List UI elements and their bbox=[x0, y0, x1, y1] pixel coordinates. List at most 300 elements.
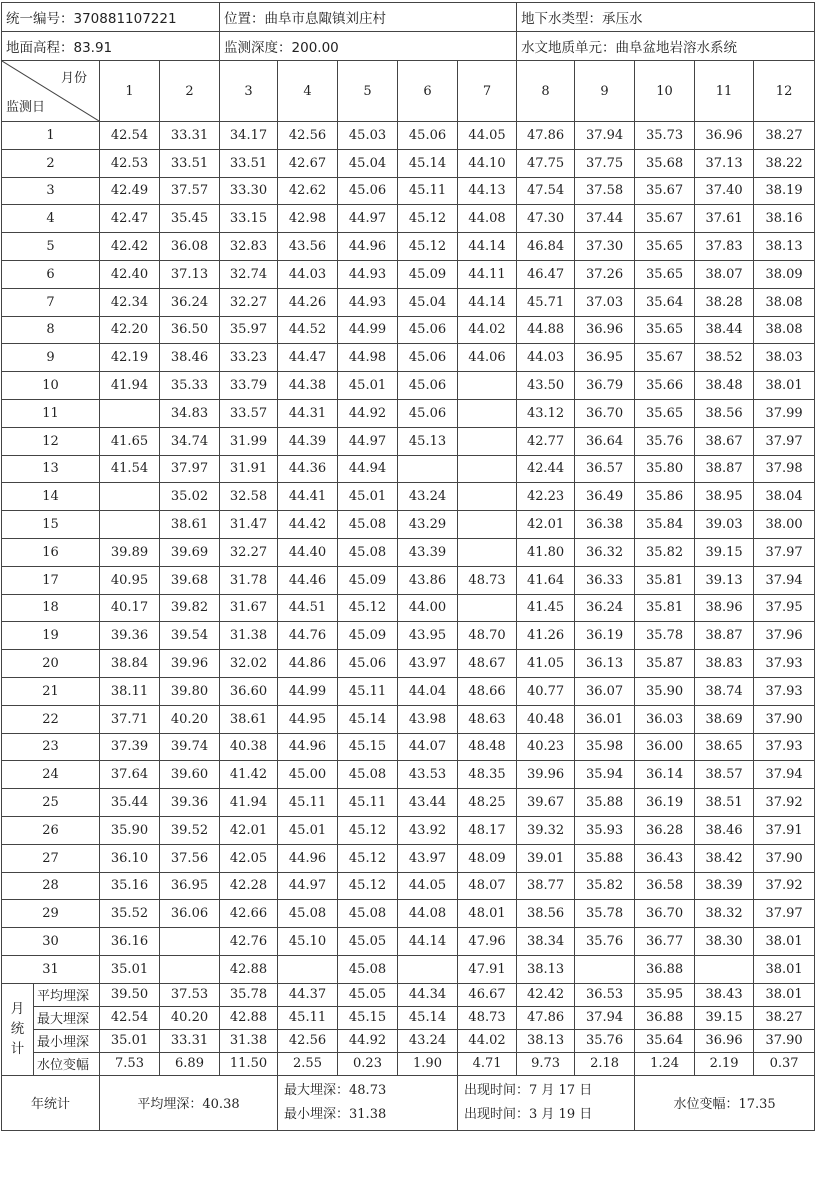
day-row bbox=[2, 372, 815, 400]
depth-value: 43.29 bbox=[398, 511, 458, 539]
day-number: 8 bbox=[2, 316, 100, 344]
depth-value: 32.83 bbox=[220, 233, 278, 261]
depth-value: 48.48 bbox=[458, 733, 517, 761]
depth-value: 36.33 bbox=[575, 566, 635, 594]
depth-value: 35.82 bbox=[575, 872, 635, 900]
depth-value: 36.95 bbox=[160, 872, 220, 900]
depth-value: 38.28 bbox=[695, 288, 754, 316]
stat-value: 1.90 bbox=[398, 1052, 458, 1075]
depth-value: 41.94 bbox=[100, 372, 160, 400]
depth-value: 44.00 bbox=[398, 594, 458, 622]
depth-value: 37.40 bbox=[695, 177, 754, 205]
depth-value: 38.56 bbox=[695, 399, 754, 427]
depth-value: 36.13 bbox=[575, 650, 635, 678]
depth-value: 45.11 bbox=[278, 789, 338, 817]
depth-value: 44.03 bbox=[278, 260, 338, 288]
depth-value: 38.01 bbox=[754, 955, 815, 983]
depth-value: 36.00 bbox=[635, 733, 695, 761]
depth-value: 33.23 bbox=[220, 344, 278, 372]
depth-value bbox=[160, 955, 220, 983]
depth-value: 41.80 bbox=[517, 538, 575, 566]
depth-value: 45.15 bbox=[338, 733, 398, 761]
day-row bbox=[2, 900, 815, 928]
day-number: 30 bbox=[2, 928, 100, 956]
depth-value: 38.01 bbox=[754, 928, 815, 956]
day-number: 21 bbox=[2, 677, 100, 705]
depth-value: 45.06 bbox=[338, 177, 398, 205]
depth-value: 44.46 bbox=[278, 566, 338, 594]
depth-value: 44.14 bbox=[398, 928, 458, 956]
day-number: 9 bbox=[2, 344, 100, 372]
depth-value: 38.69 bbox=[695, 705, 754, 733]
depth-value: 36.28 bbox=[635, 816, 695, 844]
depth-value: 36.08 bbox=[160, 233, 220, 261]
depth-value: 48.07 bbox=[458, 872, 517, 900]
depth-value: 45.08 bbox=[338, 511, 398, 539]
day-row bbox=[2, 761, 815, 789]
depth-value: 36.64 bbox=[575, 427, 635, 455]
depth-value: 38.13 bbox=[754, 233, 815, 261]
day-row bbox=[2, 928, 815, 956]
depth-value: 32.02 bbox=[220, 650, 278, 678]
day-row bbox=[2, 149, 815, 177]
month-header-11: 11 bbox=[695, 61, 754, 122]
stat-value: 39.50 bbox=[100, 983, 160, 1006]
depth-value: 37.97 bbox=[754, 900, 815, 928]
depth-value: 35.78 bbox=[575, 900, 635, 928]
depth-value: 44.39 bbox=[278, 427, 338, 455]
day-row bbox=[2, 844, 815, 872]
month-header-10: 10 bbox=[635, 61, 695, 122]
depth-value: 36.88 bbox=[635, 955, 695, 983]
depth-value: 45.06 bbox=[398, 344, 458, 372]
depth-value: 36.70 bbox=[575, 399, 635, 427]
depth-value: 45.08 bbox=[338, 955, 398, 983]
day-number: 17 bbox=[2, 566, 100, 594]
day-row bbox=[2, 455, 815, 483]
depth-value: 44.14 bbox=[458, 288, 517, 316]
depth-value bbox=[458, 511, 517, 539]
depth-value: 38.34 bbox=[517, 928, 575, 956]
stat-value: 42.42 bbox=[517, 983, 575, 1006]
stat-label: 最小埋深 bbox=[34, 1029, 100, 1052]
depth-value: 43.56 bbox=[278, 233, 338, 261]
depth-value: 35.01 bbox=[100, 955, 160, 983]
depth-value: 44.31 bbox=[278, 399, 338, 427]
depth-value bbox=[398, 955, 458, 983]
depth-value: 37.97 bbox=[754, 538, 815, 566]
depth-value: 31.67 bbox=[220, 594, 278, 622]
monitor-depth: 监测深度：200.00 bbox=[220, 32, 517, 61]
depth-value: 47.30 bbox=[517, 205, 575, 233]
day-row bbox=[2, 233, 815, 261]
depth-value: 39.36 bbox=[100, 622, 160, 650]
day-number: 12 bbox=[2, 427, 100, 455]
depth-value: 44.94 bbox=[338, 455, 398, 483]
depth-value: 38.19 bbox=[754, 177, 815, 205]
groundwater-monitoring-table bbox=[1, 2, 815, 1131]
depth-value: 41.94 bbox=[220, 789, 278, 817]
stat-value: 45.14 bbox=[398, 1006, 458, 1029]
depth-value: 37.96 bbox=[754, 622, 815, 650]
depth-value: 43.44 bbox=[398, 789, 458, 817]
depth-value: 35.45 bbox=[160, 205, 220, 233]
depth-value: 48.73 bbox=[458, 566, 517, 594]
depth-value: 38.01 bbox=[754, 372, 815, 400]
depth-value: 40.95 bbox=[100, 566, 160, 594]
depth-value: 36.24 bbox=[575, 594, 635, 622]
depth-value: 36.60 bbox=[220, 677, 278, 705]
depth-value bbox=[100, 399, 160, 427]
depth-value: 44.99 bbox=[278, 677, 338, 705]
depth-value: 37.92 bbox=[754, 789, 815, 817]
depth-value: 35.65 bbox=[635, 399, 695, 427]
header-row-1 bbox=[2, 3, 815, 32]
day-number: 18 bbox=[2, 594, 100, 622]
depth-value: 37.94 bbox=[575, 122, 635, 150]
depth-value: 37.75 bbox=[575, 149, 635, 177]
depth-value: 44.97 bbox=[278, 872, 338, 900]
depth-value: 45.06 bbox=[398, 122, 458, 150]
depth-value: 39.68 bbox=[160, 566, 220, 594]
depth-value: 45.04 bbox=[398, 288, 458, 316]
depth-value: 33.15 bbox=[220, 205, 278, 233]
depth-value bbox=[100, 483, 160, 511]
depth-value: 38.95 bbox=[695, 483, 754, 511]
depth-value bbox=[278, 955, 338, 983]
stat-value: 44.92 bbox=[338, 1029, 398, 1052]
depth-value: 41.42 bbox=[220, 761, 278, 789]
month-header-3: 3 bbox=[220, 61, 278, 122]
depth-value: 37.90 bbox=[754, 844, 815, 872]
depth-value: 33.51 bbox=[220, 149, 278, 177]
depth-value: 35.94 bbox=[575, 761, 635, 789]
depth-value: 38.61 bbox=[160, 511, 220, 539]
depth-value: 37.30 bbox=[575, 233, 635, 261]
depth-value: 31.91 bbox=[220, 455, 278, 483]
depth-value: 44.05 bbox=[398, 872, 458, 900]
depth-value: 42.28 bbox=[220, 872, 278, 900]
depth-value: 45.08 bbox=[338, 761, 398, 789]
depth-value: 41.65 bbox=[100, 427, 160, 455]
day-number: 14 bbox=[2, 483, 100, 511]
depth-value: 38.87 bbox=[695, 455, 754, 483]
stat-value: 37.94 bbox=[575, 1006, 635, 1029]
depth-value: 34.83 bbox=[160, 399, 220, 427]
depth-value: 36.32 bbox=[575, 538, 635, 566]
depth-value: 39.54 bbox=[160, 622, 220, 650]
depth-value: 43.97 bbox=[398, 844, 458, 872]
depth-value: 38.30 bbox=[695, 928, 754, 956]
depth-value bbox=[458, 372, 517, 400]
depth-value: 41.05 bbox=[517, 650, 575, 678]
depth-value: 45.14 bbox=[338, 705, 398, 733]
depth-value: 36.70 bbox=[635, 900, 695, 928]
depth-value: 38.65 bbox=[695, 733, 754, 761]
depth-value: 42.40 bbox=[100, 260, 160, 288]
depth-value: 38.16 bbox=[754, 205, 815, 233]
depth-value: 35.97 bbox=[220, 316, 278, 344]
depth-value: 44.93 bbox=[338, 260, 398, 288]
depth-value: 35.52 bbox=[100, 900, 160, 928]
month-header-9: 9 bbox=[575, 61, 635, 122]
stat-value: 39.15 bbox=[695, 1006, 754, 1029]
depth-value: 45.09 bbox=[338, 566, 398, 594]
depth-value: 37.44 bbox=[575, 205, 635, 233]
depth-value: 44.07 bbox=[398, 733, 458, 761]
stat-value: 11.50 bbox=[220, 1052, 278, 1075]
depth-value: 43.53 bbox=[398, 761, 458, 789]
depth-value: 48.35 bbox=[458, 761, 517, 789]
depth-value: 44.96 bbox=[278, 844, 338, 872]
depth-value: 35.90 bbox=[635, 677, 695, 705]
stat-value: 35.95 bbox=[635, 983, 695, 1006]
day-row bbox=[2, 177, 815, 205]
depth-value: 42.53 bbox=[100, 149, 160, 177]
stat-value: 47.86 bbox=[517, 1006, 575, 1029]
day-number: 29 bbox=[2, 900, 100, 928]
monthly-stat-row bbox=[2, 1052, 815, 1075]
depth-value: 45.06 bbox=[398, 372, 458, 400]
day-number: 26 bbox=[2, 816, 100, 844]
day-row bbox=[2, 260, 815, 288]
day-number: 10 bbox=[2, 372, 100, 400]
depth-value: 39.96 bbox=[160, 650, 220, 678]
depth-value: 48.67 bbox=[458, 650, 517, 678]
day-row bbox=[2, 733, 815, 761]
depth-value: 32.58 bbox=[220, 483, 278, 511]
day-row bbox=[2, 705, 815, 733]
depth-value: 39.36 bbox=[160, 789, 220, 817]
depth-value: 44.95 bbox=[278, 705, 338, 733]
stat-value: 33.31 bbox=[160, 1029, 220, 1052]
depth-value: 45.00 bbox=[278, 761, 338, 789]
depth-value: 48.09 bbox=[458, 844, 517, 872]
monthly-stat-row bbox=[2, 983, 815, 1006]
depth-value: 39.32 bbox=[517, 816, 575, 844]
day-row bbox=[2, 594, 815, 622]
day-row bbox=[2, 288, 815, 316]
depth-value: 38.56 bbox=[517, 900, 575, 928]
monthly-stats-label: 月 统 计 bbox=[2, 983, 34, 1075]
monthly-stat-row bbox=[2, 1006, 815, 1029]
depth-value: 45.08 bbox=[338, 900, 398, 928]
depth-value: 42.62 bbox=[278, 177, 338, 205]
depth-value: 36.95 bbox=[575, 344, 635, 372]
depth-value: 45.14 bbox=[398, 149, 458, 177]
stat-value: 38.01 bbox=[754, 983, 815, 1006]
depth-value: 46.84 bbox=[517, 233, 575, 261]
day-row bbox=[2, 427, 815, 455]
depth-value: 39.89 bbox=[100, 538, 160, 566]
depth-value: 35.65 bbox=[635, 316, 695, 344]
depth-value: 37.71 bbox=[100, 705, 160, 733]
annual-avg-depth: 平均埋深：40.38 bbox=[100, 1075, 278, 1130]
day-number: 22 bbox=[2, 705, 100, 733]
depth-value: 36.49 bbox=[575, 483, 635, 511]
depth-value: 45.01 bbox=[338, 483, 398, 511]
depth-value: 44.40 bbox=[278, 538, 338, 566]
depth-value: 31.78 bbox=[220, 566, 278, 594]
day-number: 20 bbox=[2, 650, 100, 678]
depth-value: 36.03 bbox=[635, 705, 695, 733]
depth-value: 35.98 bbox=[575, 733, 635, 761]
day-row bbox=[2, 122, 815, 150]
depth-value: 38.77 bbox=[517, 872, 575, 900]
depth-value: 36.10 bbox=[100, 844, 160, 872]
depth-value bbox=[458, 399, 517, 427]
depth-value: 35.44 bbox=[100, 789, 160, 817]
depth-value: 44.51 bbox=[278, 594, 338, 622]
day-row bbox=[2, 789, 815, 817]
depth-value: 42.42 bbox=[100, 233, 160, 261]
month-label: 月份 bbox=[60, 71, 87, 86]
depth-value: 36.24 bbox=[160, 288, 220, 316]
stat-value: 36.88 bbox=[635, 1006, 695, 1029]
depth-value: 39.67 bbox=[517, 789, 575, 817]
depth-value: 35.78 bbox=[635, 622, 695, 650]
header-row-2 bbox=[2, 32, 815, 61]
annual-range: 水位变幅：17.35 bbox=[635, 1075, 815, 1130]
depth-value: 42.54 bbox=[100, 122, 160, 150]
annual-min-depth: 最小埋深：31.38 bbox=[284, 1106, 387, 1122]
depth-value: 47.91 bbox=[458, 955, 517, 983]
depth-value: 42.77 bbox=[517, 427, 575, 455]
depth-value: 45.01 bbox=[278, 816, 338, 844]
day-row bbox=[2, 399, 815, 427]
stat-value: 0.23 bbox=[338, 1052, 398, 1075]
depth-value: 39.80 bbox=[160, 677, 220, 705]
depth-value: 47.96 bbox=[458, 928, 517, 956]
depth-value: 44.96 bbox=[338, 233, 398, 261]
depth-value: 38.07 bbox=[695, 260, 754, 288]
depth-value: 35.88 bbox=[575, 844, 635, 872]
annual-occurrence-times bbox=[458, 1075, 635, 1130]
stat-value: 35.64 bbox=[635, 1029, 695, 1052]
depth-value: 44.11 bbox=[458, 260, 517, 288]
depth-value: 44.92 bbox=[338, 399, 398, 427]
depth-value: 39.52 bbox=[160, 816, 220, 844]
depth-value: 35.64 bbox=[635, 288, 695, 316]
depth-value: 37.92 bbox=[754, 872, 815, 900]
depth-value: 36.79 bbox=[575, 372, 635, 400]
depth-value: 38.96 bbox=[695, 594, 754, 622]
depth-value: 36.07 bbox=[575, 677, 635, 705]
depth-value: 33.57 bbox=[220, 399, 278, 427]
depth-value: 37.13 bbox=[695, 149, 754, 177]
depth-value: 37.93 bbox=[754, 733, 815, 761]
depth-value: 42.98 bbox=[278, 205, 338, 233]
depth-value: 38.00 bbox=[754, 511, 815, 539]
depth-value bbox=[458, 427, 517, 455]
depth-value: 44.52 bbox=[278, 316, 338, 344]
depth-value: 47.54 bbox=[517, 177, 575, 205]
depth-value: 36.14 bbox=[635, 761, 695, 789]
depth-value: 37.56 bbox=[160, 844, 220, 872]
depth-value: 35.88 bbox=[575, 789, 635, 817]
depth-value: 43.86 bbox=[398, 566, 458, 594]
depth-value: 41.26 bbox=[517, 622, 575, 650]
depth-value: 45.12 bbox=[398, 205, 458, 233]
stat-value: 0.37 bbox=[754, 1052, 815, 1075]
depth-value: 38.39 bbox=[695, 872, 754, 900]
depth-value: 40.20 bbox=[160, 705, 220, 733]
depth-value: 37.13 bbox=[160, 260, 220, 288]
depth-value: 45.08 bbox=[278, 900, 338, 928]
depth-value: 41.45 bbox=[517, 594, 575, 622]
day-row bbox=[2, 872, 815, 900]
depth-value: 36.58 bbox=[635, 872, 695, 900]
depth-value: 42.34 bbox=[100, 288, 160, 316]
depth-value: 42.44 bbox=[517, 455, 575, 483]
depth-value: 35.76 bbox=[635, 427, 695, 455]
day-row bbox=[2, 650, 815, 678]
depth-value: 42.47 bbox=[100, 205, 160, 233]
depth-value: 38.44 bbox=[695, 316, 754, 344]
depth-value: 43.95 bbox=[398, 622, 458, 650]
annual-max-min-depth bbox=[278, 1075, 458, 1130]
depth-value: 48.63 bbox=[458, 705, 517, 733]
day-number: 7 bbox=[2, 288, 100, 316]
depth-value: 38.67 bbox=[695, 427, 754, 455]
depth-value: 44.04 bbox=[398, 677, 458, 705]
depth-value: 35.67 bbox=[635, 205, 695, 233]
depth-value: 44.08 bbox=[458, 205, 517, 233]
depth-value: 38.46 bbox=[160, 344, 220, 372]
depth-value: 36.06 bbox=[160, 900, 220, 928]
month-header-12: 12 bbox=[754, 61, 815, 122]
depth-value: 42.01 bbox=[220, 816, 278, 844]
depth-value: 45.11 bbox=[398, 177, 458, 205]
depth-value: 37.58 bbox=[575, 177, 635, 205]
stat-value: 38.43 bbox=[695, 983, 754, 1006]
depth-value: 38.51 bbox=[695, 789, 754, 817]
depth-value: 37.61 bbox=[695, 205, 754, 233]
stat-value: 37.53 bbox=[160, 983, 220, 1006]
depth-value: 39.03 bbox=[695, 511, 754, 539]
depth-value: 37.83 bbox=[695, 233, 754, 261]
stat-value: 2.19 bbox=[695, 1052, 754, 1075]
depth-value: 44.42 bbox=[278, 511, 338, 539]
depth-value: 36.43 bbox=[635, 844, 695, 872]
depth-value: 37.57 bbox=[160, 177, 220, 205]
stat-value: 42.88 bbox=[220, 1006, 278, 1029]
depth-value: 31.99 bbox=[220, 427, 278, 455]
depth-value: 44.03 bbox=[517, 344, 575, 372]
stat-value: 46.67 bbox=[458, 983, 517, 1006]
depth-value: 38.04 bbox=[754, 483, 815, 511]
annual-label: 年统计 bbox=[2, 1075, 100, 1130]
day-number: 2 bbox=[2, 149, 100, 177]
day-row bbox=[2, 511, 815, 539]
stat-label: 最大埋深 bbox=[34, 1006, 100, 1029]
depth-value: 38.87 bbox=[695, 622, 754, 650]
depth-value: 37.98 bbox=[754, 455, 815, 483]
depth-value: 36.01 bbox=[575, 705, 635, 733]
depth-value: 35.68 bbox=[635, 149, 695, 177]
stat-value: 37.90 bbox=[754, 1029, 815, 1052]
depth-value: 45.06 bbox=[338, 650, 398, 678]
depth-value: 45.12 bbox=[338, 844, 398, 872]
stat-label: 平均埋深 bbox=[34, 983, 100, 1006]
depth-value: 38.09 bbox=[754, 260, 815, 288]
stat-value: 42.54 bbox=[100, 1006, 160, 1029]
day-row bbox=[2, 816, 815, 844]
depth-value: 37.64 bbox=[100, 761, 160, 789]
monthly-stat-row bbox=[2, 1029, 815, 1052]
depth-value bbox=[160, 928, 220, 956]
day-row bbox=[2, 566, 815, 594]
